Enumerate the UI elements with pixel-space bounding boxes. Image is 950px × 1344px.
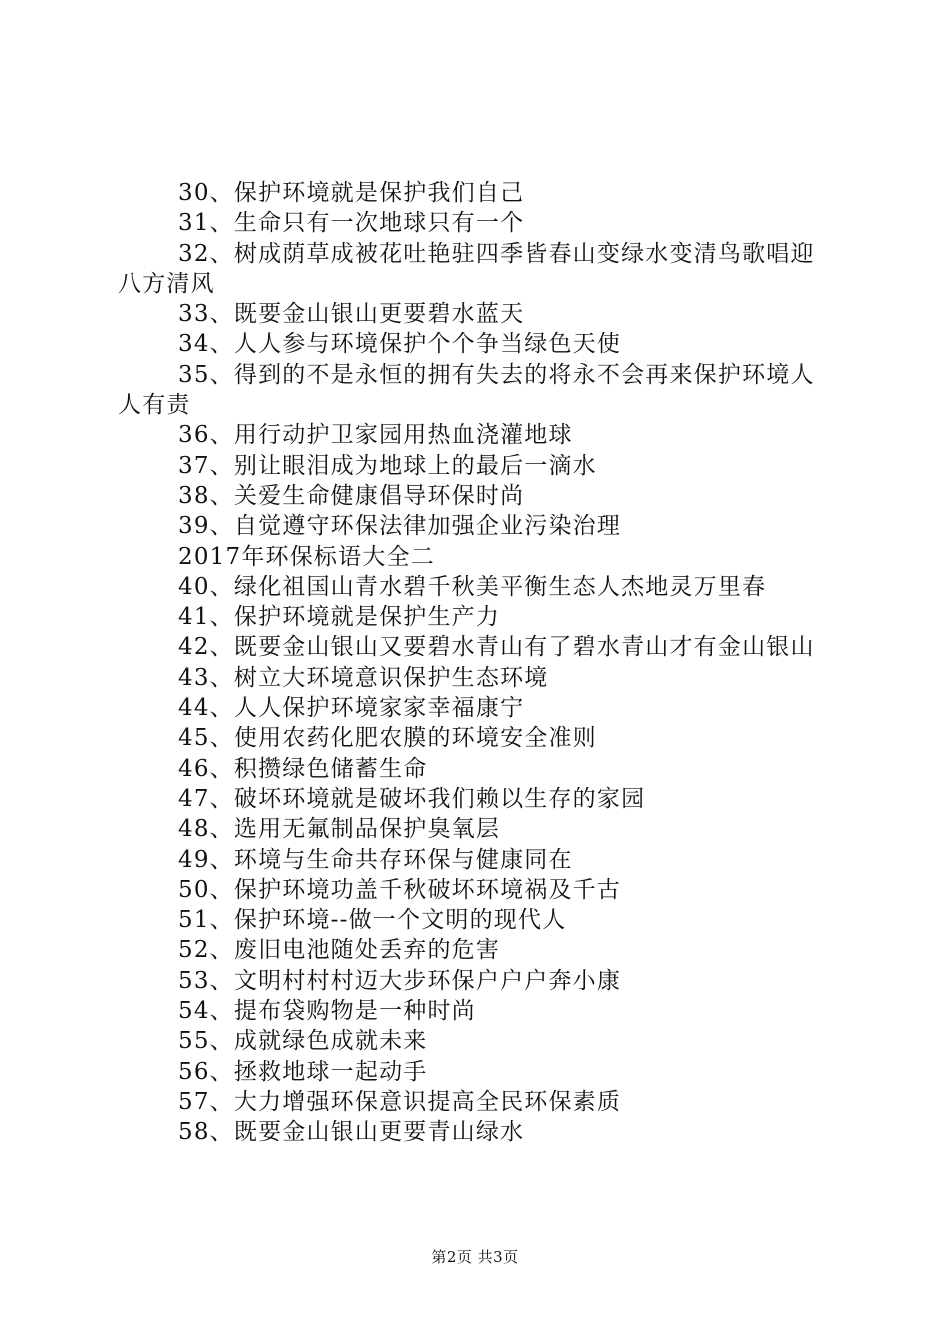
- slogan-line: 55、成就绿色成就未来: [178, 1028, 428, 1055]
- slogan-line: 49、环境与生命共存环保与健康同在: [178, 846, 573, 873]
- slogan-line: 48、选用无氟制品保护臭氧层: [178, 816, 501, 843]
- slogan-line: 51、保护环境--做一个文明的现代人: [178, 907, 567, 934]
- slogan-line: 46、积攒绿色储蓄生命: [178, 755, 428, 782]
- slogan-line: 47、破坏环境就是破坏我们赖以生存的家园: [178, 785, 646, 812]
- slogan-line: 53、文明村村村迈大步环保户户户奔小康: [178, 967, 622, 994]
- slogan-line: 30、保护环境就是保护我们自己: [178, 180, 525, 206]
- slogan-line: 38、关爱生命健康倡导环保时尚: [178, 482, 525, 509]
- slogan-line: 42、既要金山银山又要碧水青山有了碧水青山才有金山银山: [178, 634, 815, 661]
- slogan-line: 37、别让眼泪成为地球上的最后一滴水: [178, 452, 597, 479]
- slogan-line: 58、既要金山银山更要青山绿水: [178, 1119, 525, 1146]
- slogan-line: 45、使用农药化肥农膜的环境安全准则: [178, 725, 597, 752]
- slogan-line: 43、树立大环境意识保护生态环境: [178, 664, 549, 691]
- slogan-line: 32、树成荫草成被花吐艳驻四季皆春山变绿水变清鸟歌唱迎八方清风: [118, 240, 815, 297]
- slogan-line: 31、生命只有一次地球只有一个: [178, 210, 525, 237]
- slogan-line: 34、人人参与环境保护个个争当绿色天使: [178, 331, 622, 358]
- slogan-list: [118, 178, 834, 1148]
- slogan-line: 56、拯救地球一起动手: [178, 1058, 428, 1085]
- slogan-line: 44、人人保护环境家家幸福康宁: [178, 695, 525, 722]
- page-footer: 第2页 共3页: [431, 1248, 519, 1266]
- slogan-line: 54、提布袋购物是一种时尚: [178, 998, 476, 1025]
- slogan-line: 35、得到的不是永恒的拥有失去的将永不会再来保护环境人人有责: [118, 361, 815, 419]
- slogan-line: 41、保护环境就是保护生产力: [178, 604, 501, 631]
- slogan-line: 39、自觉遵守环保法律加强企业污染治理: [178, 513, 622, 540]
- slogan-line: 40、绿化祖国山青水碧千秋美平衡生态人杰地灵万里春: [178, 573, 767, 600]
- slogan-line: 36、用行动护卫家园用热血浇灌地球: [178, 422, 573, 449]
- slogan-line: 57、大力增强环保意识提高全民环保素质: [178, 1088, 622, 1115]
- slogan-line: 50、保护环境功盖千秋破坏环境祸及千古: [178, 876, 622, 903]
- slogan-line: 52、废旧电池随处丢弃的危害: [178, 937, 501, 964]
- section-heading: 2017年环保标语大全二: [178, 543, 435, 570]
- slogan-line: 33、既要金山银山更要碧水蓝天: [178, 301, 525, 328]
